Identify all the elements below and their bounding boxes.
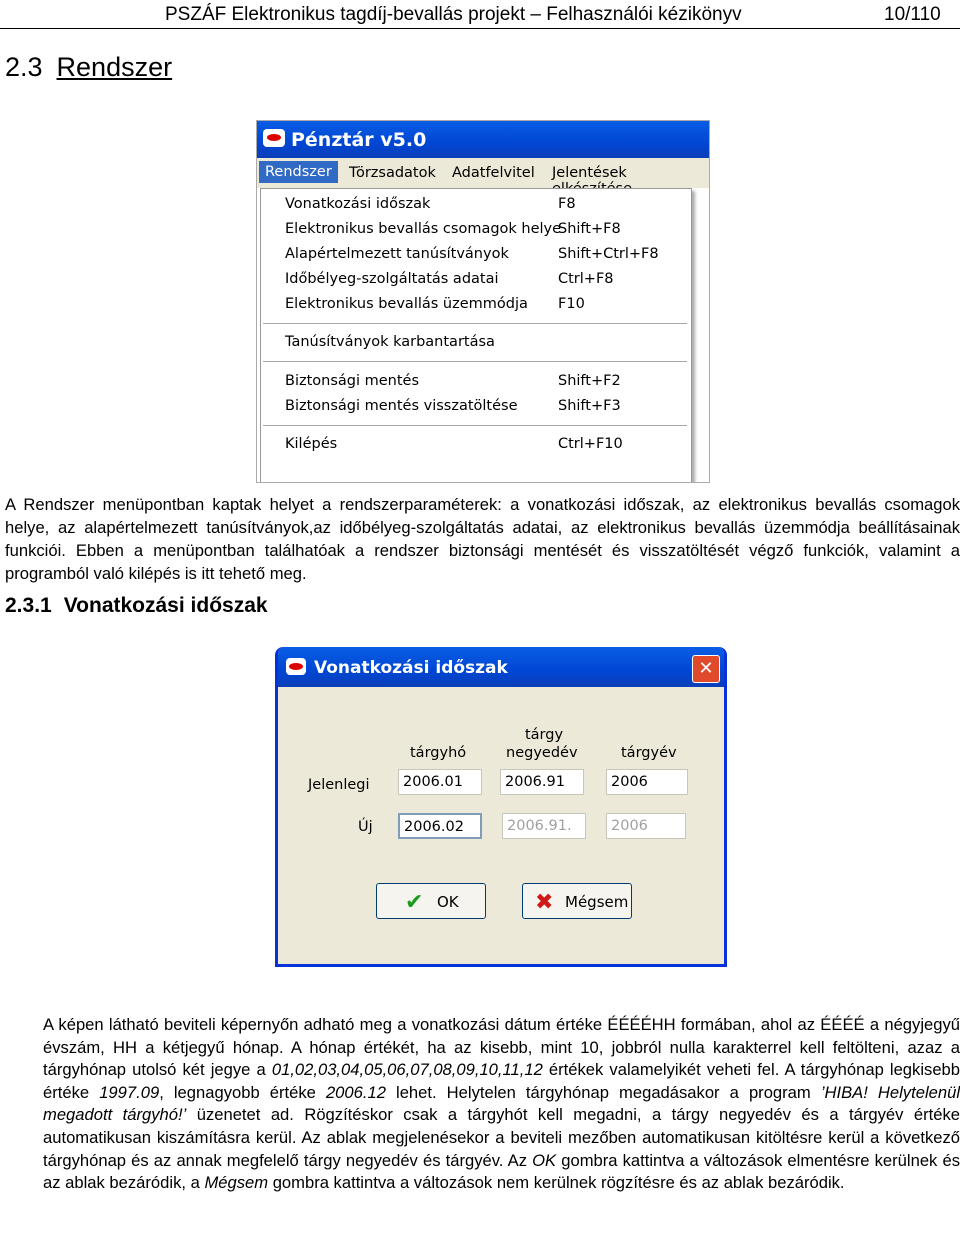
menu-item-vonatkozasi-idoszak[interactable]: Vonatkozási időszak bbox=[285, 196, 431, 212]
menu-shortcut: F10 bbox=[558, 296, 585, 312]
italic-run: Mégsem bbox=[204, 1173, 269, 1193]
vonatkozasi-idoszak-dialog bbox=[275, 647, 727, 967]
new-targyho-input[interactable]: 2006.02 bbox=[398, 813, 482, 839]
dialog-title: Vonatkozási időszak bbox=[314, 658, 508, 678]
text-run: értékek valamelyikét veheti fel. A tárgyhónap legkisebb értéke bbox=[43, 1060, 960, 1102]
dropdown-menu bbox=[260, 188, 692, 483]
italic-run: 2006.12 bbox=[325, 1082, 386, 1102]
paragraph-vonatkozasi-idoszak bbox=[43, 1014, 960, 1195]
italic-run: 01,02,03,04,05,06,07,08,09,10,11,12 bbox=[271, 1060, 543, 1080]
app-titlebar bbox=[257, 121, 709, 158]
ok-button-label: OK bbox=[437, 893, 459, 911]
menu-screenshot bbox=[256, 120, 710, 483]
menu-separator bbox=[263, 361, 687, 363]
menu-item-tanusitvanyok[interactable]: Alapértelmezett tanúsítványok bbox=[285, 246, 509, 262]
menu-item-visszatoltes[interactable]: Biztonsági mentés visszatöltése bbox=[285, 398, 518, 414]
section-heading bbox=[5, 52, 172, 83]
subsection-number: 2.3.1 bbox=[5, 594, 52, 617]
menu-item-biztonsagi-mentes[interactable]: Biztonsági mentés bbox=[285, 373, 420, 389]
menu-item-uzemmod[interactable]: Elektronikus bevallás üzemmódja bbox=[285, 296, 528, 312]
col-header-targyho: tárgyhó bbox=[410, 745, 467, 761]
menu-shortcut: Shift+F8 bbox=[558, 221, 621, 237]
menubar-item-adatfelvitel[interactable]: Adatfelvitel bbox=[452, 165, 535, 181]
menu-shortcut: Ctrl+F10 bbox=[558, 436, 623, 452]
italic-run: 1997.09 bbox=[99, 1082, 160, 1102]
current-targyho-field: 2006.01 bbox=[398, 769, 482, 795]
dialog-titlebar bbox=[278, 647, 727, 687]
app-title: Pénztár v5.0 bbox=[291, 129, 427, 151]
page-number: 10/110 bbox=[884, 4, 941, 25]
menu-separator bbox=[263, 425, 687, 427]
menu-item-kilepes[interactable]: Kilépés bbox=[285, 436, 338, 452]
close-icon[interactable]: ✕ bbox=[692, 655, 720, 683]
row-label-uj: Új bbox=[358, 819, 373, 835]
cancel-button[interactable] bbox=[522, 883, 632, 919]
menu-shortcut: F8 bbox=[558, 196, 576, 212]
menu-item-tanusitvanyok-karbantartasa[interactable]: Tanúsítványok karbantartása bbox=[285, 334, 495, 350]
current-negyedev-field: 2006.91 bbox=[500, 769, 584, 795]
menu-shortcut: Ctrl+F8 bbox=[558, 271, 614, 287]
cross-icon: ✖ bbox=[535, 890, 554, 915]
menubar-item-rendszer[interactable]: Rendszer bbox=[259, 161, 338, 183]
italic-run: OK bbox=[532, 1150, 557, 1170]
text-run: A képen látható beviteli képernyőn adható meg a vonatkozási dátum értéke ÉÉÉÉHH formában, ahol az ÉÉÉÉ a négyjegyű évszám, HH a kétjegyű hónap. A hónap értékét, ha az kisebb, mint 10, jobbról nulla karakterrel kell feltölteni, azaz a tárgyhónap utolsó két jegye a bbox=[43, 1015, 960, 1080]
menubar-item-torzsadatok[interactable]: Törzsadatok bbox=[349, 165, 436, 181]
text-run: lehet. Helytelen tárgyhónap megadásakor a program bbox=[385, 1082, 821, 1102]
row-label-jelenlegi: Jelenlegi bbox=[308, 777, 370, 793]
app-logo-icon bbox=[286, 658, 306, 675]
new-negyedev-field: 2006.91. bbox=[502, 813, 586, 839]
document-header-title: PSZÁF Elektronikus tagdíj-bevallás projekt – Felhasználói kézikönyv bbox=[165, 4, 742, 25]
col-header-negyedev: negyedév bbox=[506, 745, 578, 761]
menubar-item-jelentesek[interactable]: Jelentések bbox=[552, 165, 627, 181]
current-targyev-field: 2006 bbox=[606, 769, 688, 795]
cancel-button-label: Mégsem bbox=[565, 893, 629, 911]
section-title: Rendszer bbox=[56, 52, 173, 82]
subsection-heading bbox=[5, 594, 268, 618]
subsection-title: Vonatkozási időszak bbox=[63, 594, 268, 617]
menu-item-idobelyeg[interactable]: Időbélyeg-szolgáltatás adatai bbox=[285, 271, 499, 287]
col-header-targy: tárgy bbox=[524, 727, 564, 743]
menu-item-csomagok-helye[interactable]: Elektronikus bevallás csomagok helye bbox=[285, 221, 562, 237]
menu-shortcut: Shift+F3 bbox=[558, 398, 621, 414]
text-run: , legnagyobb értéke bbox=[159, 1082, 326, 1102]
col-header-targyev: tárgyév bbox=[621, 745, 677, 761]
header-rule bbox=[0, 28, 960, 29]
section-number: 2.3 bbox=[5, 52, 43, 82]
checkmark-icon: ✔ bbox=[405, 890, 424, 915]
text-run: gombra kattintva a változások nem kerülnek rögzítésre és az ablak bezáródik. bbox=[268, 1173, 845, 1193]
ok-button[interactable] bbox=[376, 883, 486, 919]
new-targyev-field: 2006 bbox=[606, 813, 686, 839]
italic-run: ’HIBA! Helytelenül megadott tárgyhó!’ bbox=[43, 1082, 960, 1125]
paragraph-rendszer: A Rendszer menüpontban kaptak helyet a rendszerparaméterek: a vonatkozási időszak, az elektronikus bevallás csomagok helye, az alapértelmezett tanúsítványok,az időbélyeg-szolgáltatás adatai, az elektronikus bevallás üzemmódja beállításainak funkciói. Ebben a menüpontban találhatóak a rendszer biztonsági mentését és visszatöltését végző funkciók, valamint a programból való kilépés is itt tehető meg. bbox=[5, 495, 960, 583]
menubar bbox=[257, 158, 709, 188]
text-run: üzenetet ad. Rögzítéskor csak a tárgyhót kell megadni, a tárgy negyedév és a tárgyév értéke automatikusan kiszámításra kerül. Az ablak megjelenésekor a beviteli mezőben automatikusan kitöltésre kerül a következő tárgyhónap és az annak megfelelő tárgy negyedév és tárgyév. Az bbox=[43, 1105, 960, 1170]
text-run: gombra kattintva a változások elmentésre kerülnek és az ablak bezáródik, a bbox=[43, 1150, 960, 1193]
menu-separator bbox=[263, 323, 687, 325]
menu-shortcut: Shift+Ctrl+F8 bbox=[558, 246, 659, 262]
app-logo-icon bbox=[263, 129, 285, 147]
menu-shortcut: Shift+F2 bbox=[558, 373, 621, 389]
